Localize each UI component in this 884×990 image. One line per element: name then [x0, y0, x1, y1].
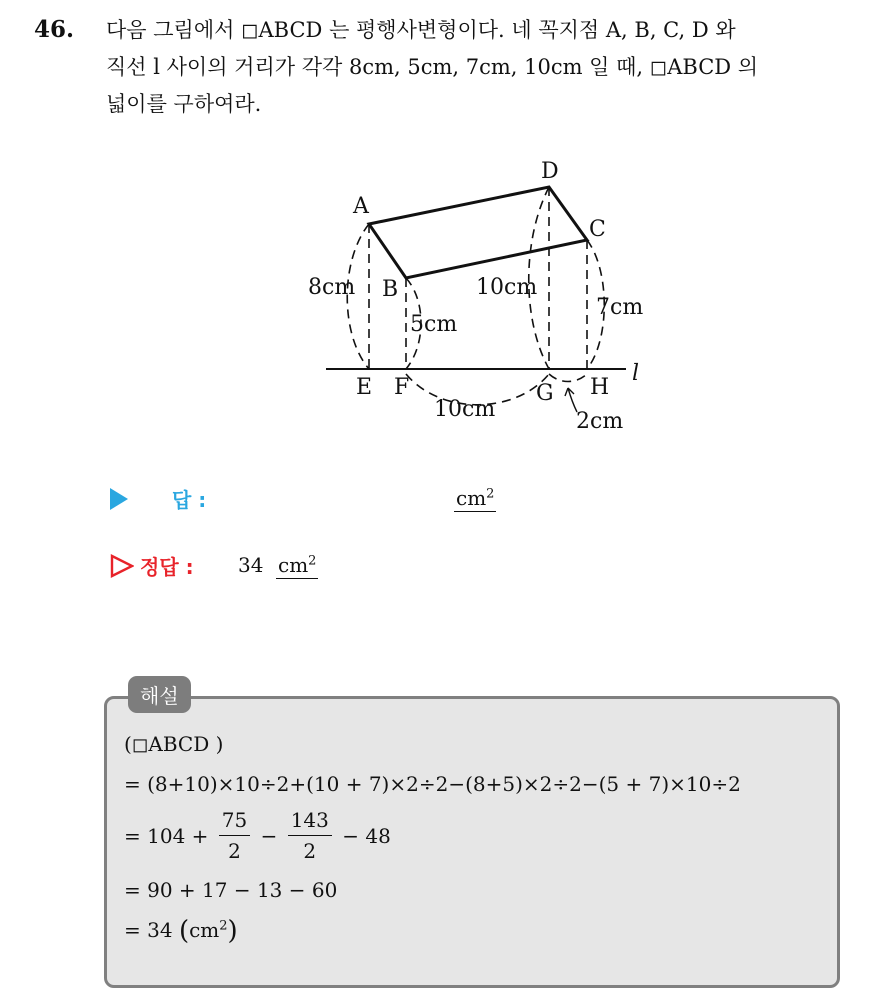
solution-line-1: (◻ABCD )	[124, 732, 224, 756]
label-e: E	[356, 375, 373, 400]
answer-blank[interactable]	[454, 486, 496, 512]
dist-2cm: 2cm	[576, 409, 624, 434]
arc-2cm	[549, 374, 587, 382]
solution-line-5-exp: 2	[219, 918, 228, 934]
question-line: 직선 l 사이의 거리가 각각 8cm, 5cm, 7cm, 10cm 일 때, ◻ABCD 의	[106, 55, 759, 79]
solution-tag: 해설	[128, 676, 191, 713]
solution-line-5	[124, 916, 238, 946]
question-line: 넓이를 구하여라.	[106, 92, 262, 116]
play-icon	[110, 488, 128, 510]
dist-10cm-horizontal: 10cm	[434, 397, 496, 422]
correct-answer-unit-exponent: 2	[308, 553, 317, 569]
fraction-denominator: 2	[303, 839, 317, 863]
label-d: D	[541, 159, 559, 184]
label-b: B	[382, 277, 399, 302]
solution-line-2: = (8+10)×10÷2+(10 + 7)×2÷2−(8+5)×2÷2−(5 + 7)×10÷2	[124, 772, 741, 796]
fraction-denominator: 2	[228, 839, 241, 863]
fraction-143-over-2	[288, 808, 332, 863]
solution-line-3-prefix: = 104 +	[124, 824, 209, 848]
answer-row	[110, 480, 610, 520]
dist-10cm-vertical: 10cm	[476, 275, 538, 300]
solution-line-3-minus: −	[260, 824, 278, 848]
parallelogram-abcd	[369, 187, 587, 278]
triangle-outline-icon	[110, 554, 134, 578]
correct-answer-row	[110, 548, 610, 588]
label-a: A	[353, 194, 369, 219]
correct-answer-unit: cm	[278, 553, 309, 577]
label-c: C	[589, 217, 606, 242]
solution-line-3-suffix: − 48	[342, 824, 391, 848]
fraction-75-over-2	[219, 808, 250, 863]
label-line-l: l	[632, 361, 640, 386]
solution-line-5-prefix: = 34	[124, 918, 173, 942]
answer-label: 답 :	[172, 488, 207, 512]
dist-8cm: 8cm	[308, 275, 356, 300]
correct-answer-label: 정답 :	[140, 555, 194, 579]
answer-unit: cm	[456, 486, 487, 510]
question-number: 46.	[34, 16, 75, 43]
label-g: G	[536, 381, 554, 406]
solution-line-4: = 90 + 17 − 13 − 60	[124, 878, 338, 902]
label-f: F	[394, 375, 410, 400]
solution-line-3	[124, 810, 391, 865]
label-h: H	[590, 375, 610, 400]
correct-answer-unit-box	[276, 553, 318, 579]
question-line: 다음 그림에서 ◻ABCD 는 평행사변형이다. 네 꼭지점 A, B, C, D 와	[106, 18, 736, 42]
dist-7cm: 7cm	[596, 295, 644, 320]
answer-unit-exponent: 2	[486, 486, 495, 502]
fraction-numerator: 143	[288, 808, 332, 836]
solution-line-5-unit: cm	[189, 918, 220, 942]
dist-5cm: 5cm	[410, 312, 458, 337]
question-text	[106, 12, 884, 123]
fraction-numerator: 75	[219, 808, 250, 836]
close-paren: )	[227, 916, 238, 946]
correct-answer-value: 34	[238, 553, 264, 577]
parallelogram-figure	[300, 150, 680, 440]
open-paren: (	[178, 916, 190, 946]
